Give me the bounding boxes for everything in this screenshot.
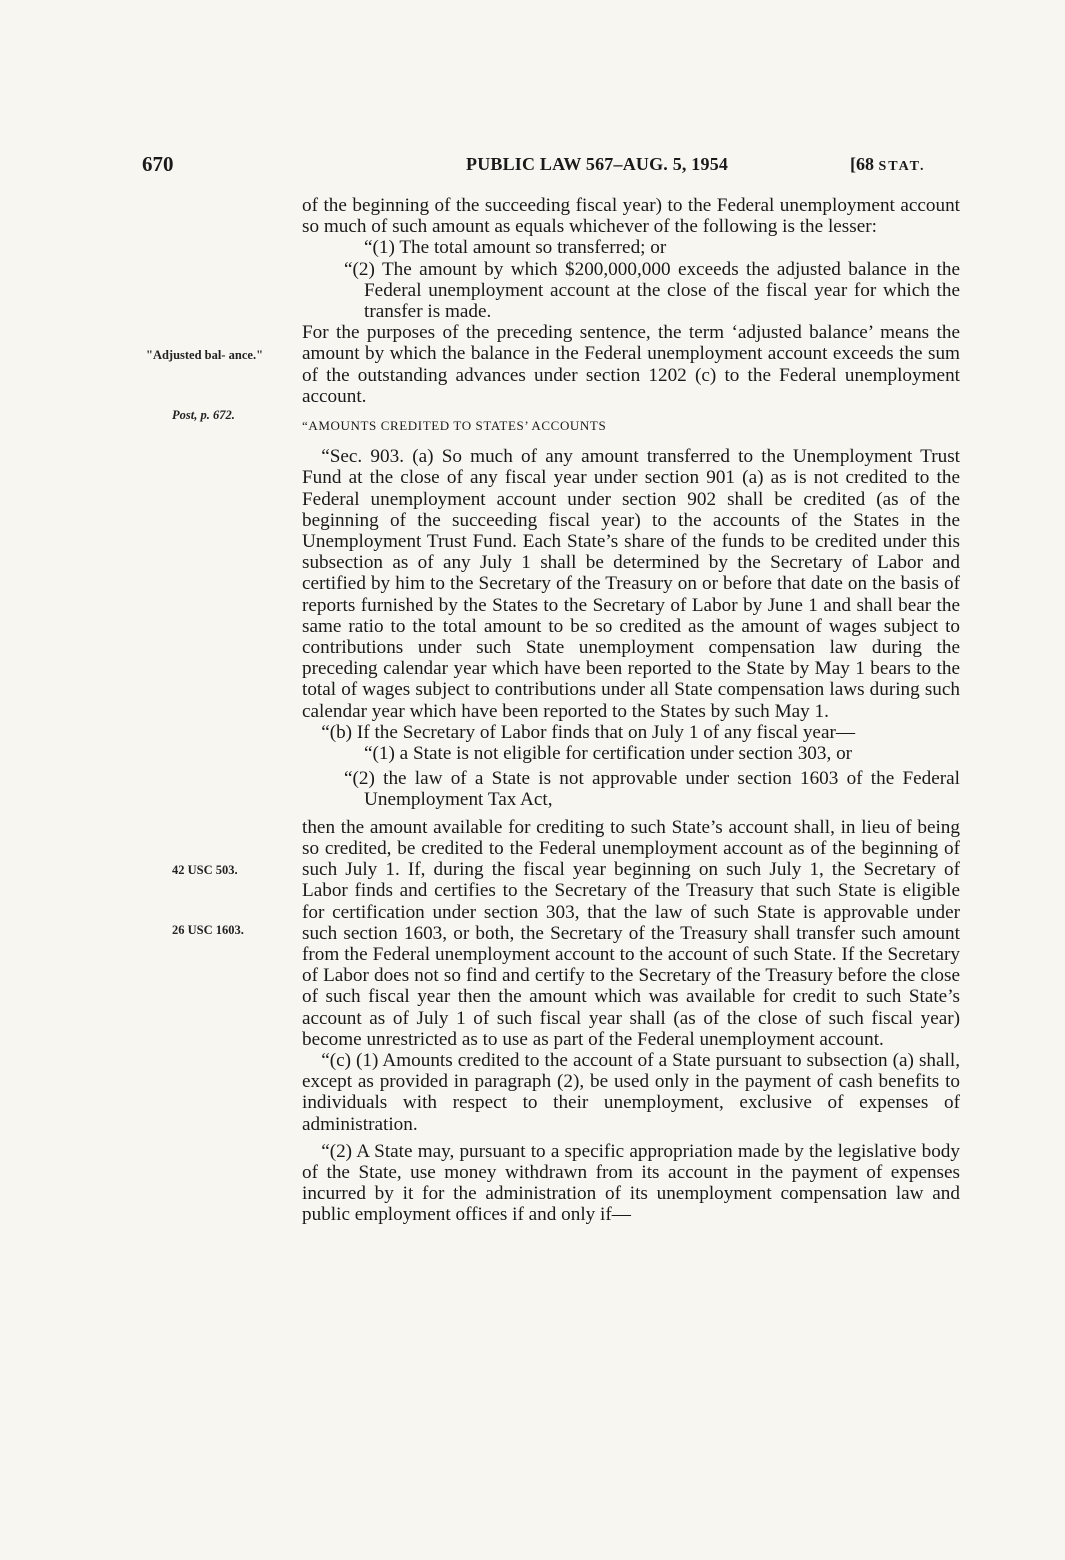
- margin-note-adjusted-balance: "Adjusted bal- ance.": [146, 348, 264, 362]
- page-number: 670: [142, 152, 174, 176]
- statute-volume: [68: [850, 154, 874, 174]
- margin-note-26-usc-1603: 26 USC 1603.: [172, 923, 244, 937]
- paragraph-sec-903-a: “Sec. 903. (a) So much of any amount transferred to the Unemployment Trust Fund at the close of any fiscal year under section 901 (a) as is not credited to the Federal unemployment account under section 902 shall be credited (as of the beginning of the succeeding fiscal year) to the accounts of the States in the Unemployment Trust Fund. Each State’s share of the funds to be credited under this subsection as of any July 1 shall be determined by the Secretary of Labor and certified by him to the Secretary of the Treasury on or before that date on the basis of reports furnished by the States to the Secretary of Labor by June 1 and shall bear the same ratio to the total amount to be so credited as the amount of wages subject to contributions under such State unemployment compensation law during the preceding calendar year which have been reported to the State by May 1 bears to the total of wages subject to contributions under all State compensation laws during such calendar year which have been reported to the States by such May 1.: [302, 446, 960, 722]
- paragraph: of the beginning of the succeeding fiscal year) to the Federal unemployment account so much of such amount as equals whichever of the following is the lesser:: [302, 195, 960, 238]
- margin-note-42-usc-503: 42 USC 503.: [172, 863, 238, 877]
- running-title: PUBLIC LAW 567–AUG. 5, 1954: [466, 154, 729, 174]
- statute-reference: [850, 154, 925, 175]
- statute-label: STAT.: [878, 159, 926, 174]
- document-body: [302, 195, 960, 1226]
- paragraph-sec-903-c-1: “(c) (1) Amounts credited to the account of a State pursuant to subsection (a) shall, except as provided in paragraph (2), be used only in the payment of cash benefits to individuals with respect to their unemployment, exclusive of expenses of administration.: [302, 1049, 960, 1135]
- paragraph-adjusted-balance-definition: For the purposes of the preceding sentence, the term ‘adjusted balance’ means the amount by which the balance in the Federal unemployment account exceeds the sum of the outstanding advances under section 1202 (c) to the Federal unemployment account.: [302, 322, 960, 407]
- paragraph-b-continuation: then the amount available for crediting to such State’s account shall, in lieu of being so credited, be credited to the Federal unemployment account as of the beginning of such July 1. If, during the fiscal year beginning on such July 1, the Secretary of Labor finds and certifies to the Secretary of the Treasury that such State is eligible for certification under section 303, that the law of such State is approvable under such section 1603, or both, the Secretary of the Treasury shall transfer such amount from the Federal unemployment account to the account of such State. If the Secretary of Labor does not so find and certify to the Secretary of the Treasury before the close of such fiscal year then the amount which was available for credit to such State’s account as of July 1 of such fiscal year shall (as of the close of such fiscal year) become unrestricted as to use as part of the Federal unemployment account.: [302, 816, 960, 1050]
- paragraph-b-2: “(2) the law of a State is not approvable under section 1603 of the Federal Unemployment Tax Act,: [344, 768, 960, 811]
- paragraph-b-1: “(1) a State is not eligible for certification under section 303, or: [364, 743, 853, 765]
- paragraph-clause-2: “(2) The amount by which $200,000,000 exceeds the adjusted balance in the Federal unemployment account at the close of the fiscal year for which the transfer is made.: [344, 258, 960, 323]
- paragraph-sec-903-c-2: “(2) A State may, pursuant to a specific appropriation made by the legislative body of the State, use money withdrawn from its account in the payment of expenses incurred by it for the administration of its unemployment compensation law and public employment offices if and only if—: [302, 1140, 960, 1226]
- page-header: [0, 152, 1065, 182]
- section-heading: “AMOUNTS CREDITED TO STATES’ ACCOUNTS: [302, 418, 607, 434]
- margin-note-post-reference: Post, p. 672.: [172, 408, 235, 422]
- paragraph-sec-903-b: “(b) If the Secretary of Labor finds that on July 1 of any fiscal year—: [321, 721, 856, 743]
- paragraph-clause-1: “(1) The total amount so transferred; or: [364, 237, 667, 259]
